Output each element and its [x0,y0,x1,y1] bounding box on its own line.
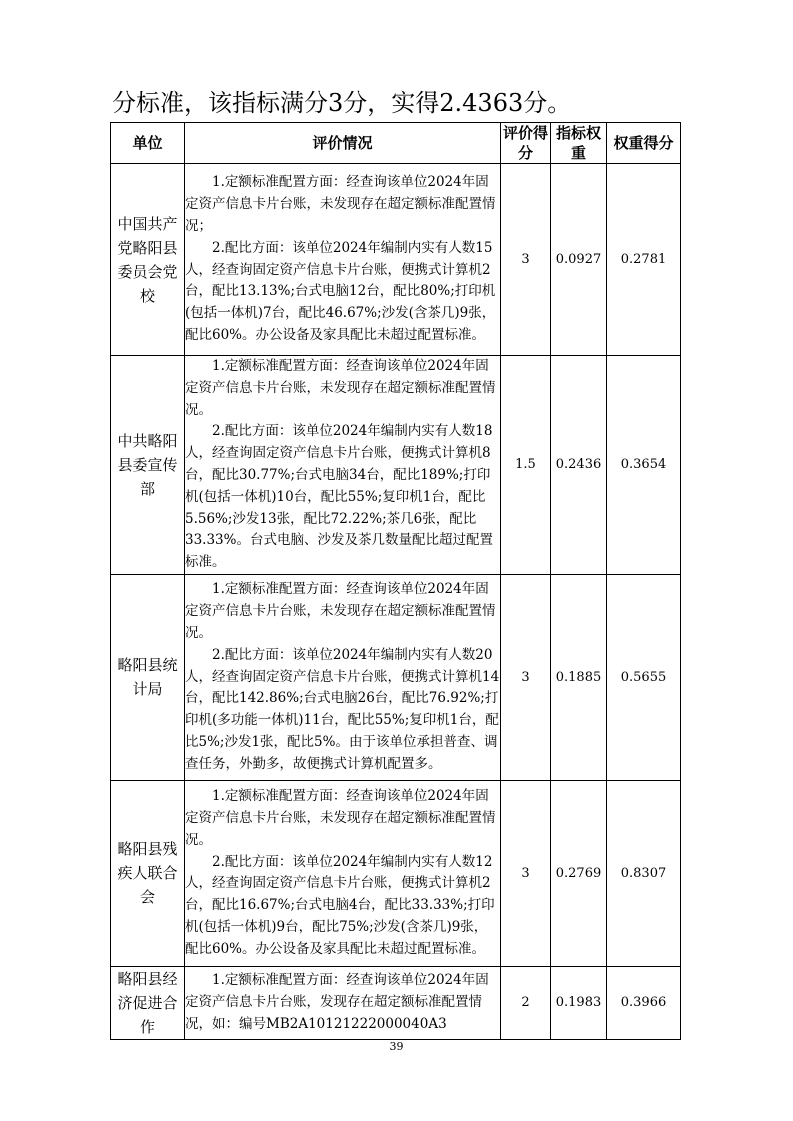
evaluation-paragraph: 1.定额标准配置方面：经查询该单位2024年固定资产信息卡片台账，未发现存在超定额标准配置情况。 [185,788,496,848]
evaluation-table [110,122,681,1040]
row-unit: 略阳县统计局 [111,574,185,780]
row-weight: 0.0927 [551,164,607,356]
row-weighted-score: 0.5655 [607,574,681,780]
header-row [111,123,681,164]
table-row [111,574,681,780]
row-weight: 0.1885 [551,574,607,780]
row-unit: 中国共产党略阳县委员会党校 [111,164,185,356]
page-number: 39 [389,1040,404,1053]
header-weight: 指标权重 [551,123,607,164]
row-evaluation [185,780,501,966]
evaluation-paragraph: 1.定额标准配置方面：经查询该单位2024年固定资产信息卡片台账，未发现存在超定额标准配置情况。 [185,581,496,641]
row-weighted-score: 0.3654 [607,356,681,575]
row-weighted-score: 0.3966 [607,966,681,1039]
row-weighted-score: 0.2781 [607,164,681,356]
row-weight: 0.2436 [551,356,607,575]
row-evaluation [185,164,501,356]
row-score: 3 [501,574,551,780]
evaluation-paragraph: 1.定额标准配置方面：经查询该单位2024年固定资产信息卡片台账，未发现存在超定额标准配置情况； [185,174,496,234]
header-score: 评价得分 [501,123,551,164]
header-unit: 单位 [111,123,185,164]
evaluation-paragraph: 2.配比方面：该单位2024年编制内实有人数15人，经查询固定资产信息卡片台账，便携式计算机2台，配比13.13%;台式电脑12台，配比80%;打印机(包括一体机)7台，配比46.67%;沙发(含茶几)9张，配比60%。办公设备及家具配比未超过配置标准。 [185,239,496,343]
row-weight: 0.1983 [551,966,607,1039]
table-row [111,966,681,1039]
row-evaluation [185,574,501,780]
table-row [111,356,681,575]
evaluation-paragraph: 2.配比方面：该单位2024年编制内实有人数20人，经查询固定资产信息卡片台账，便携式计算机14台，配比142.86%;台式电脑26台，配比76.92%;打印机(多功能一体机)11台，配比55%;复印机1台，配比5%;沙发1张，配比5%。由于该单位承担普查、调查任务，外勤多，故便携式计算机配置多。 [185,646,500,772]
row-unit: 中共略阳县委宣传部 [111,356,185,575]
row-weighted-score: 0.8307 [607,780,681,966]
row-score: 3 [501,164,551,356]
row-evaluation [185,966,501,1039]
row-evaluation [185,356,501,575]
table-row [111,164,681,356]
row-unit: 略阳县残疾人联合会 [111,780,185,966]
header-evaluation: 评价情况 [185,123,501,164]
evaluation-paragraph: 1.定额标准配置方面：经查询该单位2024年固定资产信息卡片台账，未发现存在超定额标准配置情况。 [185,358,496,418]
evaluation-paragraph: 2.配比方面：该单位2024年编制内实有人数18人，经查询固定资产信息卡片台账，便携式计算机8台，配比30.77%;台式电脑34台，配比189%;打印机(包括一体机)10台，配比55%;复印机1台，配比5.56%;沙发13张，配比72.22%;茶几6张，配比33.33%。台式电脑、沙发及茶几数量配比超过配置标准。 [185,423,493,571]
evaluation-paragraph: 2.配比方面：该单位2024年编制内实有人数12人，经查询固定资产信息卡片台账，便携式计算机2台，配比16.67%;台式电脑4台，配比33.33%;打印机(包括一体机)9台，配比75%;沙发(含茶几)9张，配比60%。办公设备及家具配比未超过配置标准。 [185,853,495,957]
row-unit: 略阳县经济促进合作 [111,966,185,1039]
header-weighted-score: 权重得分 [607,123,681,164]
row-score: 2 [501,966,551,1039]
row-score: 1.5 [501,356,551,575]
table-row [111,780,681,966]
row-weight: 0.2769 [551,780,607,966]
intro-line: 分标准，该指标满分3分，实得2.4363分。 [112,89,572,117]
evaluation-paragraph: 1.定额标准配置方面：经查询该单位2024年固定资产信息卡片台账，发现存在超定额标准配置情况，如：编号MB2A10121222000040A3 [185,972,489,1032]
row-score: 3 [501,780,551,966]
